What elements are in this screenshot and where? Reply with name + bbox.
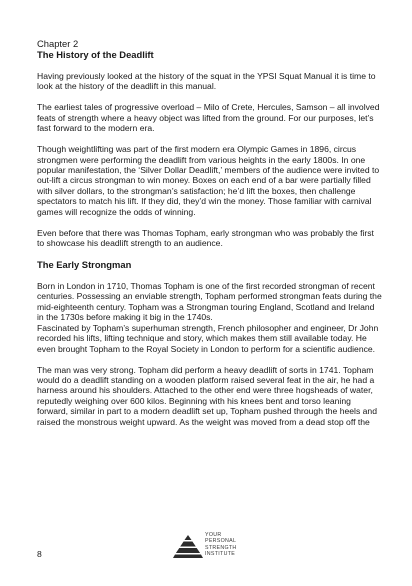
paragraph-section-3: The man was very strong. Topham did perform a heavy deadlift of sorts in 1741. Topham would do a deadlift standing on a wooden platform raised several feat in the air, he had a harness around his shoulders. Attached to the other end were three hogsheads of water, reputedly weighing over 600 kilos. Beginning with his knees bent and torso leaning forward, similar in part to a modern deadlift set up, Topham pushed through the heels and raised the monstrous weight upward. As the weight was moved from a dead stop off the bbox=[37, 364, 377, 427]
chapter-label: Chapter 2 bbox=[37, 38, 79, 49]
page-number: 8 bbox=[37, 549, 42, 559]
logo-line: INSTITUTE bbox=[205, 551, 236, 558]
paragraph-intro-4: Even before that there was Thomas Topham, early strongman who was probably the first to showcase his deadlift strength to an audience. bbox=[37, 227, 374, 249]
logo-line: STRENGTH bbox=[205, 544, 237, 551]
paragraph-section-2: Fascinated by Topham’s superhuman strength, French philosopher and engineer, Dr John recorded his lifts, lifting technique and story, which makes them still available today. He even brought Topham to the Royal Society in London to perform for a scientific audience. bbox=[37, 322, 379, 354]
logo-text bbox=[205, 532, 237, 558]
stacked-triangle-logo-icon bbox=[173, 534, 203, 562]
paragraph-intro-2: The earliest tales of progressive overload – Milo of Crete, Hercules, Samson – all involved feats of strength where a heavy object was lifted from the ground. For our purposes, let’s fast forward to the modern era. bbox=[37, 102, 380, 134]
logo-line: PERSONAL bbox=[205, 538, 237, 545]
chapter-title: The History of the Deadlift bbox=[37, 49, 154, 60]
institute-logo bbox=[173, 532, 253, 572]
section-heading: The Early Strongman bbox=[37, 259, 132, 271]
logo-line: YOUR bbox=[205, 532, 222, 538]
paragraph-intro-1: Having previously looked at the history of the squat in the YPSI Squat Manual it is time to look at the history of the deadlift in this manual. bbox=[37, 71, 376, 92]
document-page bbox=[37, 38, 382, 438]
paragraph-intro-3: Though weightlifting was part of the first modern era Olympic Games in 1896, circus strongmen were performing the deadlift from various heights in the early 1800s. In one popular manifestation, the ‘Silver Dollar Deadlift,’ members of the audience were invited to out-lift a circus strongman to win money. Boxes on each end of a bar were partially filled with silver dollars, to the strongman’s satisfaction; he’d lift the boxes, then challenge spectators to match his lift. If they did, they’d win the money. Those familiar with carnival games will recognize the odds of winning. bbox=[37, 144, 380, 217]
paragraph-section-1: Born in London in 1710, Thomas Topham is one of the first recorded strongman of recent centuries. Possessing an enviable strength, Topham performed strongman feats during the mid-eighteenth century. Topham was a Strongman touring England, Scotland and Ireland in the 1730s before making it big in the 1740s. bbox=[37, 281, 382, 323]
